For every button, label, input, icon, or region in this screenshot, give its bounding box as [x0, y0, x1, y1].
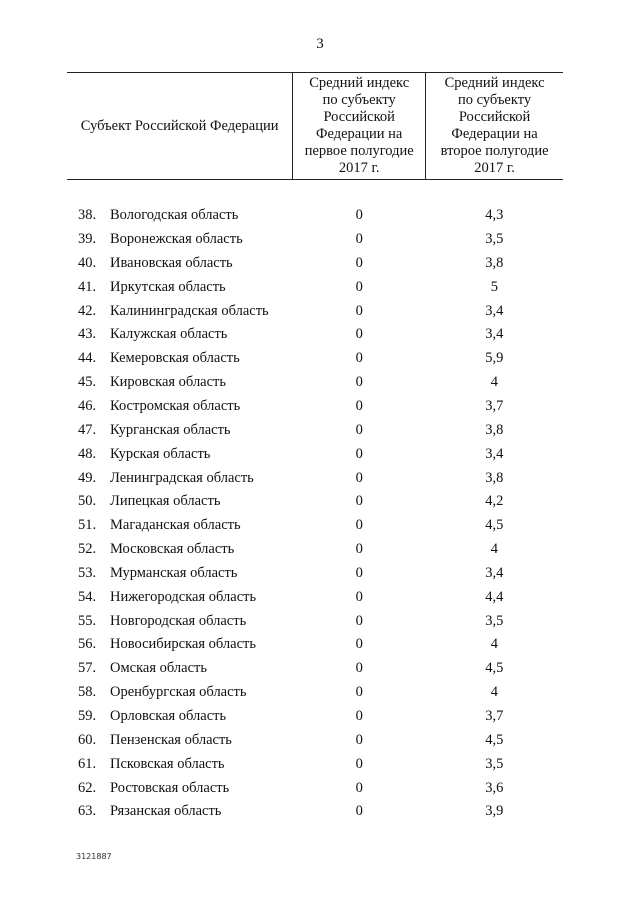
table-row [67, 204, 563, 228]
table-row [67, 323, 563, 347]
row-number: 59. [78, 707, 97, 724]
cell-second-half-index: 4,5 [485, 517, 504, 534]
header-second-line: второе полугодие [440, 143, 549, 159]
cell-first-half-index: 0 [355, 660, 363, 677]
cell-second-half-index: 3,4 [485, 445, 504, 462]
cell-first-half-index: 0 [355, 254, 363, 271]
header-second-line: по субъекту [457, 92, 532, 108]
cell-second-half-index: 3,8 [485, 469, 504, 486]
cell-second-half-index: 3,9 [485, 803, 504, 820]
table-row [67, 728, 563, 752]
cell-second-half-index: 3,4 [485, 564, 504, 581]
row-number: 41. [78, 278, 97, 295]
cell-first-half-index: 0 [355, 755, 363, 772]
row-number: 40. [78, 254, 97, 271]
row-number: 42. [78, 302, 97, 319]
region-name: Курганская область [110, 421, 231, 438]
cell-second-half-index: 3,7 [485, 398, 504, 415]
page-number: 3 [316, 36, 324, 52]
cell-subject [67, 585, 293, 609]
cell-first-half-index: 0 [355, 350, 363, 367]
cell-second-half-index: 4 [490, 541, 498, 558]
cell-subject [67, 538, 293, 562]
table-row [67, 395, 563, 419]
cell-first-half-index: 0 [355, 564, 363, 581]
region-name: Московская область [110, 541, 235, 558]
header-second-line: Федерации на [451, 126, 538, 142]
row-number: 63. [78, 803, 97, 820]
region-name: Псковская область [110, 755, 225, 772]
region-name: Курская область [110, 445, 211, 462]
region-name: Оренбургская область [110, 684, 247, 701]
cell-subject [67, 323, 293, 347]
table-row [67, 347, 563, 371]
cell-second-half-index: 3,6 [485, 779, 504, 796]
header-second-half [426, 73, 563, 180]
cell-subject [67, 514, 293, 538]
row-number: 52. [78, 541, 97, 558]
cell-first-half-index: 0 [355, 803, 363, 820]
row-number: 44. [78, 350, 97, 367]
table-row [67, 633, 563, 657]
region-name: Липецкая область [110, 493, 221, 510]
cell-second-half-index: 4 [490, 636, 498, 653]
region-name: Кировская область [110, 374, 227, 391]
cell-second-half-index: 5 [490, 278, 498, 295]
table-row [67, 538, 563, 562]
row-number: 49. [78, 469, 97, 486]
row-number: 56. [78, 636, 97, 653]
cell-second-half-index: 4,4 [485, 588, 504, 605]
cell-subject [67, 490, 293, 514]
table-body [67, 180, 563, 824]
cell-subject [67, 228, 293, 252]
cell-subject [67, 442, 293, 466]
table-row [67, 418, 563, 442]
cell-subject [67, 776, 293, 800]
row-number: 58. [78, 684, 97, 701]
header-spacer [67, 180, 563, 204]
row-number: 62. [78, 779, 97, 796]
row-number: 60. [78, 731, 97, 748]
cell-first-half-index: 0 [355, 398, 363, 415]
row-number: 39. [78, 231, 97, 248]
table-row [67, 466, 563, 490]
header-first-line: Средний индекс [309, 75, 410, 91]
cell-first-half-index: 0 [355, 612, 363, 629]
table-row [67, 800, 563, 824]
region-name: Нижегородская область [110, 588, 257, 605]
region-name: Орловская область [110, 707, 227, 724]
cell-first-half-index: 0 [355, 588, 363, 605]
table-row [67, 562, 563, 586]
cell-first-half-index: 0 [355, 231, 363, 248]
region-name: Ростовская область [110, 779, 230, 796]
cell-second-half-index: 3,4 [485, 302, 504, 319]
header-second-line: Российской [458, 109, 531, 125]
cell-first-half-index: 0 [355, 517, 363, 534]
row-number: 61. [78, 755, 97, 772]
cell-second-half-index: 3,7 [485, 707, 504, 724]
header-first-line: Федерации на [316, 126, 403, 142]
cell-first-half-index: 0 [355, 374, 363, 391]
cell-subject [67, 204, 293, 228]
cell-subject [67, 299, 293, 323]
header-second-line: Средний индекс [444, 75, 545, 91]
cell-first-half-index: 0 [355, 731, 363, 748]
cell-second-half-index: 4,5 [485, 660, 504, 677]
header-first-line: первое полугодие [304, 143, 414, 159]
cell-second-half-index: 3,5 [485, 612, 504, 629]
cell-first-half-index: 0 [355, 779, 363, 796]
header-first-half [293, 73, 426, 180]
table-row [67, 657, 563, 681]
row-number: 54. [78, 588, 97, 605]
table-row [67, 252, 563, 276]
table-row [67, 705, 563, 729]
cell-first-half-index: 0 [355, 445, 363, 462]
cell-subject [67, 728, 293, 752]
table-row [67, 371, 563, 395]
cell-subject [67, 657, 293, 681]
cell-first-half-index: 0 [355, 707, 363, 724]
cell-second-half-index: 4,2 [485, 493, 504, 510]
table-row [67, 752, 563, 776]
table-row [67, 275, 563, 299]
table-row [67, 514, 563, 538]
row-number: 47. [78, 421, 97, 438]
region-name: Новосибирская область [110, 636, 256, 653]
row-number: 50. [78, 493, 97, 510]
row-number: 55. [78, 612, 97, 629]
row-number: 48. [78, 445, 97, 462]
table-row [67, 490, 563, 514]
table-row [67, 228, 563, 252]
region-name: Мурманская область [110, 564, 238, 581]
cell-subject [67, 752, 293, 776]
row-number: 51. [78, 517, 97, 534]
row-number: 43. [78, 326, 97, 343]
document-id: 3121887 [76, 852, 112, 861]
cell-first-half-index: 0 [355, 469, 363, 486]
cell-subject [67, 681, 293, 705]
header-second-line: 2017 г. [474, 160, 515, 176]
cell-subject [67, 395, 293, 419]
table-row [67, 609, 563, 633]
cell-first-half-index: 0 [355, 493, 363, 510]
region-name: Иркутская область [110, 278, 226, 295]
cell-second-half-index: 4 [490, 374, 498, 391]
region-name: Костромская область [110, 398, 241, 415]
cell-second-half-index: 4 [490, 684, 498, 701]
table-row [67, 585, 563, 609]
row-number: 46. [78, 398, 97, 415]
table-row [67, 776, 563, 800]
index-table [67, 72, 563, 824]
region-name: Рязанская область [110, 803, 222, 820]
cell-first-half-index: 0 [355, 684, 363, 701]
cell-second-half-index: 3,8 [485, 421, 504, 438]
cell-first-half-index: 0 [355, 541, 363, 558]
cell-subject [67, 275, 293, 299]
table-row [67, 681, 563, 705]
region-name: Пензенская область [110, 731, 232, 748]
table-row [67, 299, 563, 323]
cell-subject [67, 371, 293, 395]
row-number: 38. [78, 207, 97, 224]
table-row [67, 442, 563, 466]
cell-second-half-index: 3,4 [485, 326, 504, 343]
row-number: 45. [78, 374, 97, 391]
cell-subject [67, 609, 293, 633]
header-subject: Субъект Российской Федерации [67, 73, 293, 180]
cell-first-half-index: 0 [355, 278, 363, 295]
cell-second-half-index: 4,3 [485, 207, 504, 224]
cell-second-half-index: 3,5 [485, 755, 504, 772]
header-first-line: Российской [323, 109, 395, 125]
cell-first-half-index: 0 [355, 636, 363, 653]
cell-subject [67, 705, 293, 729]
cell-subject [67, 418, 293, 442]
region-name: Калининградская область [110, 302, 269, 319]
region-name: Калужская область [110, 326, 228, 343]
cell-second-half-index: 4,5 [485, 731, 504, 748]
header-first-line: 2017 г. [338, 160, 380, 176]
region-name: Магаданская область [110, 517, 241, 534]
region-name: Кемеровская область [110, 350, 240, 367]
cell-subject [67, 347, 293, 371]
region-name: Новгородская область [110, 612, 247, 629]
table-header-row [67, 73, 563, 180]
region-name: Омская область [110, 660, 207, 677]
row-number: 57. [78, 660, 97, 677]
cell-second-half-index: 3,8 [485, 254, 504, 271]
cell-subject [67, 633, 293, 657]
cell-first-half-index: 0 [355, 326, 363, 343]
region-name: Вологодская область [110, 207, 239, 224]
region-name: Воронежская область [110, 231, 243, 248]
cell-subject [67, 252, 293, 276]
cell-subject [67, 466, 293, 490]
row-number: 53. [78, 564, 97, 581]
header-first-line: по субъекту [322, 92, 396, 108]
cell-subject [67, 562, 293, 586]
cell-first-half-index: 0 [355, 207, 363, 224]
region-name: Ивановская область [110, 254, 233, 271]
cell-first-half-index: 0 [355, 302, 363, 319]
cell-second-half-index: 5,9 [485, 350, 504, 367]
cell-second-half-index: 3,5 [485, 231, 504, 248]
cell-subject [67, 800, 293, 824]
cell-first-half-index: 0 [355, 421, 363, 438]
region-name: Ленинградская область [110, 469, 254, 486]
